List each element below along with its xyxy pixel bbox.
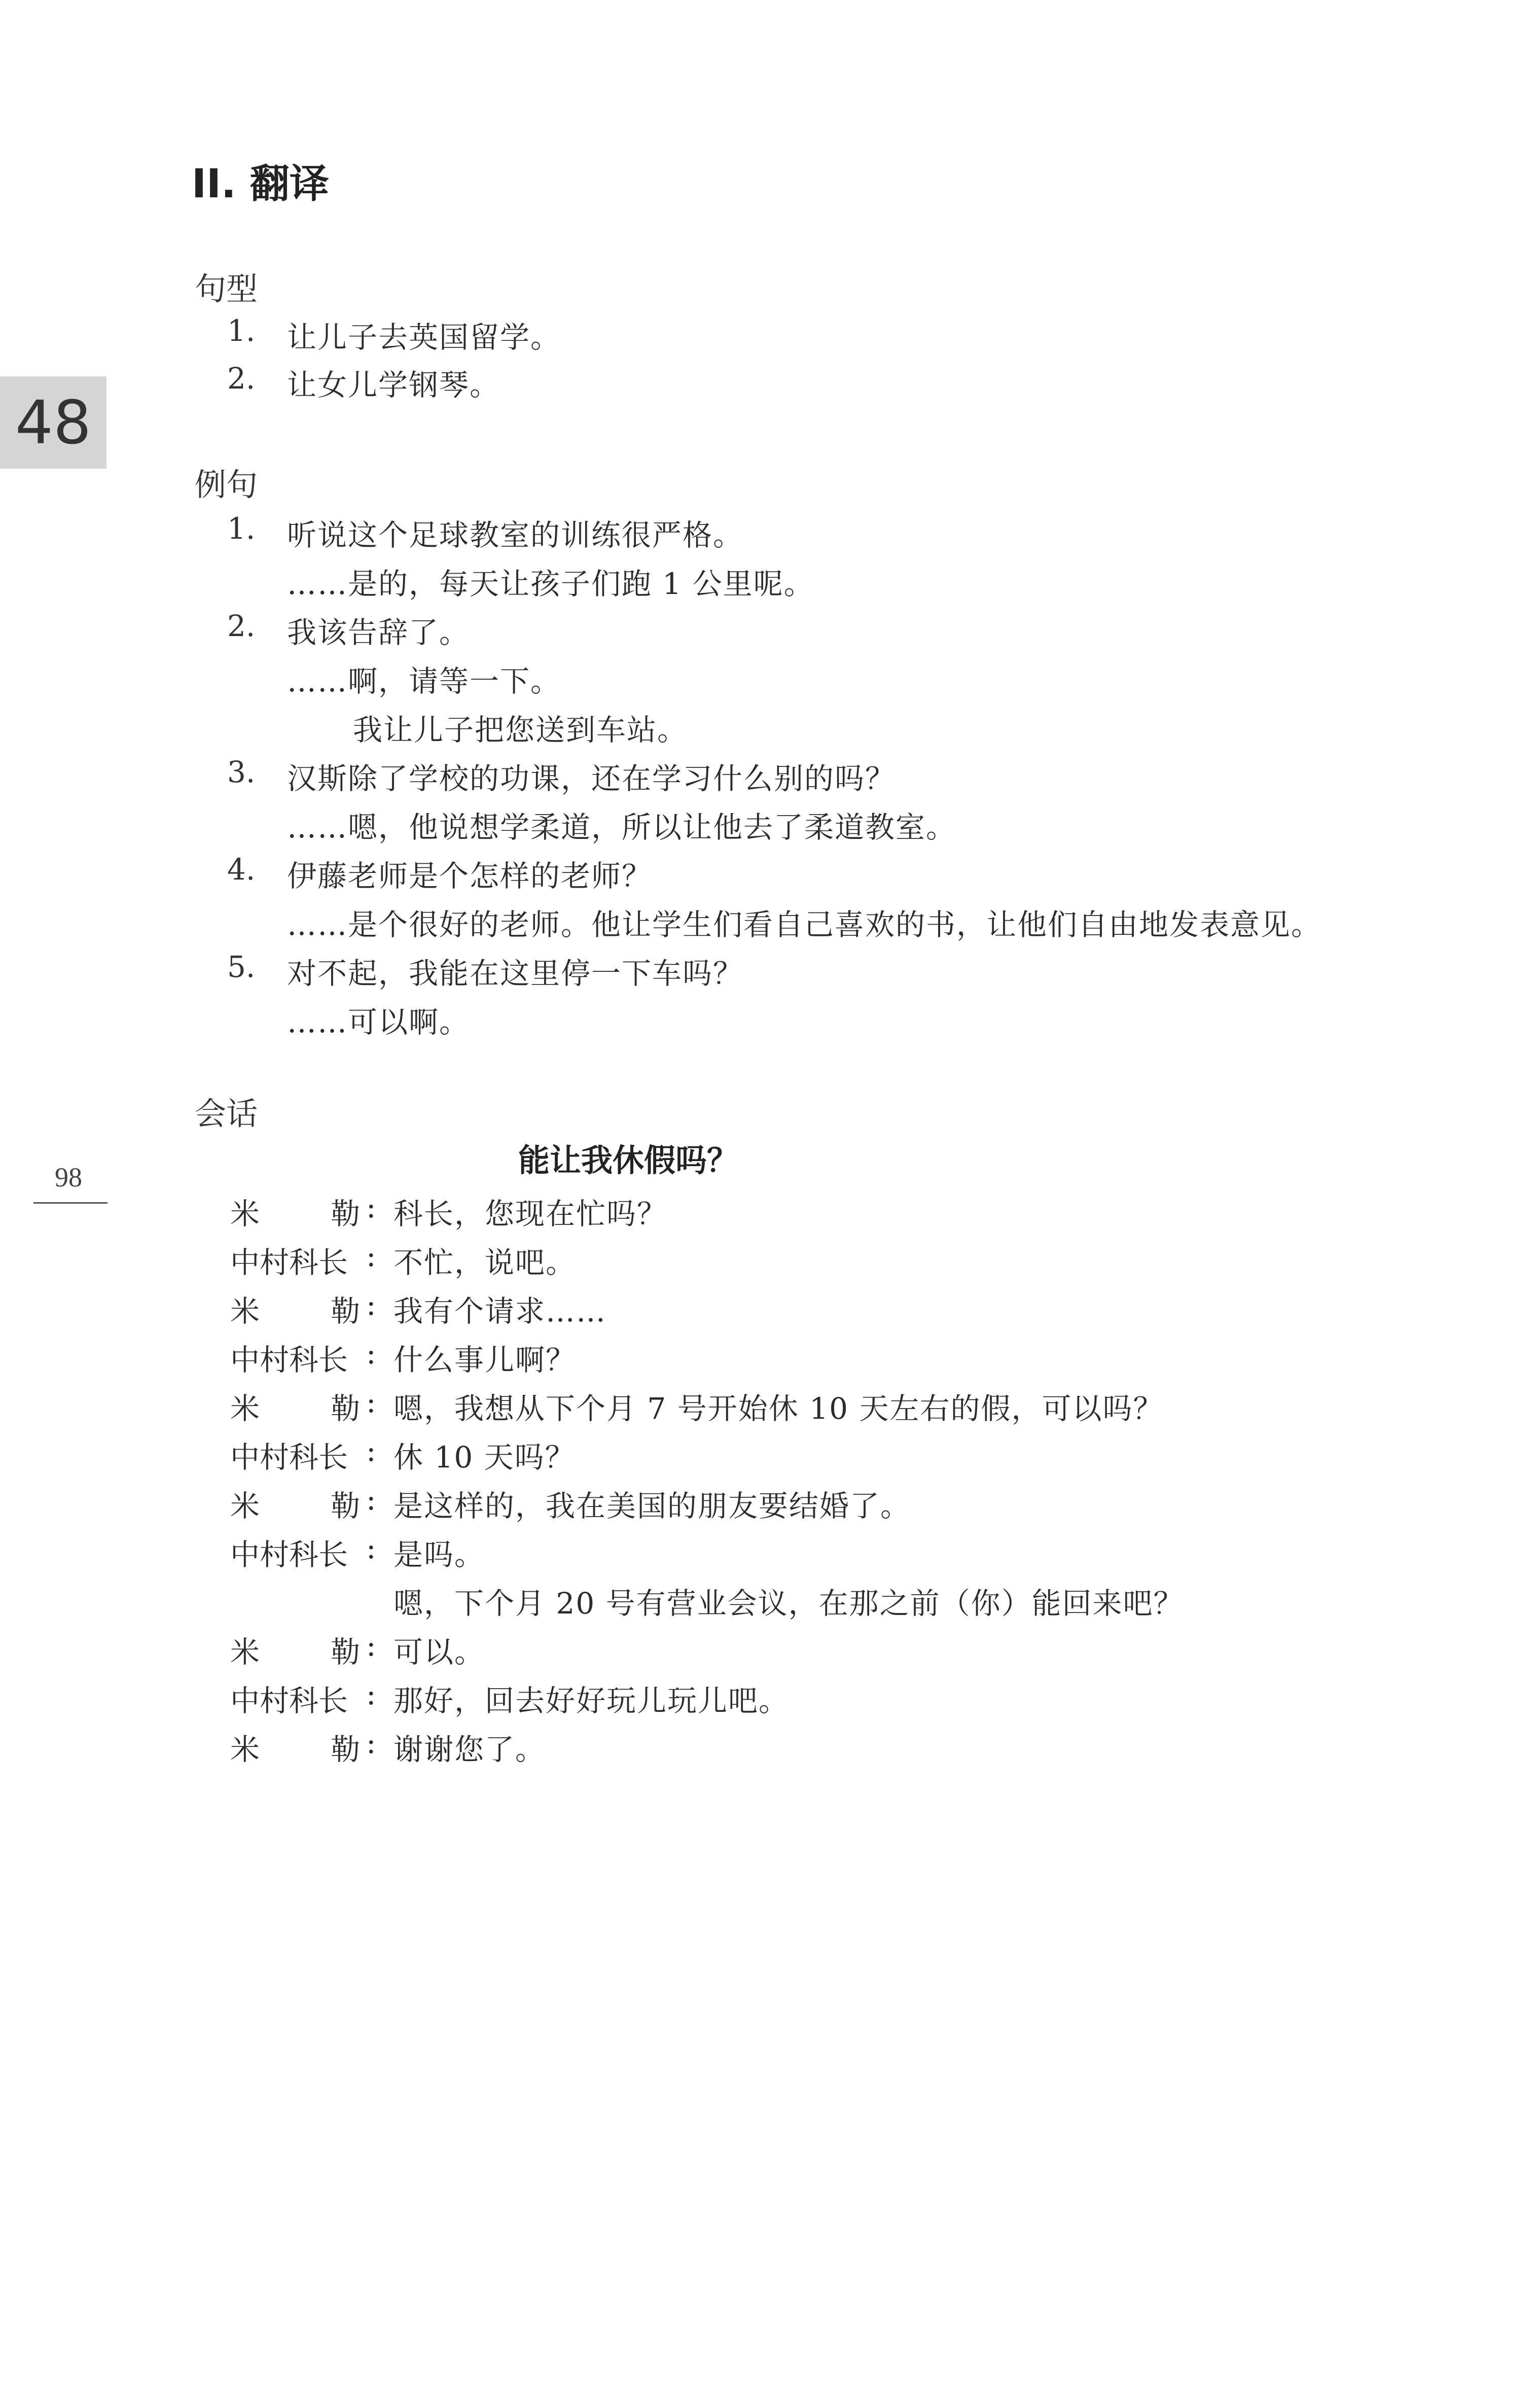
example-answer: ……嗯，他说想学柔道，所以让他去了柔道教室。 — [287, 810, 957, 845]
example-question: 听说这个足球教室的训练很严格。 — [287, 518, 744, 552]
example-number: 5. — [227, 950, 256, 984]
speaker-name-char: 勒 — [330, 1635, 360, 1669]
speaker-name-text: 中村科长 — [230, 1684, 348, 1718]
conversation-label: 会话 — [195, 1095, 258, 1132]
speaker-name — [230, 1531, 360, 1573]
speaker-colon: : — [366, 1336, 376, 1371]
lesson-number-tab — [0, 376, 106, 469]
speaker-name — [230, 1726, 360, 1768]
speaker-name-text: 中村科长 — [230, 1440, 348, 1475]
speaker-colon: : — [366, 1677, 376, 1711]
speaker-name-char: 勒 — [330, 1489, 360, 1523]
example-number: 2. — [227, 609, 256, 643]
speaker-colon: : — [366, 1482, 376, 1517]
example-question: 伊藤老师是个怎样的老师？ — [287, 859, 653, 893]
speaker-name — [230, 1287, 360, 1330]
speaker-name — [230, 1239, 360, 1281]
speaker-name-char: 米 — [230, 1635, 260, 1669]
speaker-name-char: 米 — [230, 1732, 260, 1767]
example-answer: ……啊，请等一下。 — [287, 664, 561, 698]
speaker-name-text: 中村科长 — [230, 1343, 348, 1377]
dialogue-line: 嗯，我想从下个月 7 号开始休 10 天左右的假，可以吗？ — [393, 1391, 1164, 1426]
speaker-name-char: 勒 — [330, 1732, 360, 1767]
example-question: 汉斯除了学校的功课，还在学习什么别的吗？ — [287, 761, 896, 796]
dialogue-line: 什么事儿啊？ — [393, 1343, 577, 1377]
speaker-name-text: 中村科长 — [230, 1537, 348, 1572]
speaker-name — [230, 1336, 360, 1379]
dialogue-line: 那好，回去好好玩儿玩儿吧。 — [393, 1684, 790, 1718]
page-number-rule — [33, 1202, 108, 1204]
examples-label: 例句 — [195, 466, 258, 503]
dialogue-line: 科长，您现在忙吗？ — [393, 1197, 668, 1231]
lesson-number: 48 — [15, 388, 92, 458]
speaker-name-char: 米 — [230, 1294, 260, 1328]
example-question: 对不起，我能在这里停一下车吗？ — [287, 956, 744, 991]
speaker-colon: : — [366, 1287, 376, 1322]
speaker-name — [230, 1628, 360, 1671]
speaker-colon: : — [366, 1385, 376, 1419]
speaker-name-char: 米 — [230, 1489, 260, 1523]
speaker-colon: : — [366, 1726, 376, 1760]
dialogue-line: 是吗。 — [393, 1537, 485, 1572]
pattern-number: 2. — [227, 361, 256, 396]
example-answer: ……是个很好的老师。他让学生们看自己喜欢的书，让他们自由地发表意见。 — [287, 907, 1322, 942]
speaker-colon: : — [366, 1433, 376, 1468]
dialogue-line-continued: 嗯，下个月 20 号有营业会议，在那之前（你）能回来吧？ — [393, 1586, 1184, 1621]
speaker-colon: : — [366, 1239, 376, 1273]
dialogue-line: 不忙，说吧。 — [393, 1245, 577, 1280]
dialogue-line: 谢谢您了。 — [393, 1732, 546, 1767]
pattern-text: 让儿子去英国留学。 — [287, 320, 561, 355]
pattern-number: 1. — [227, 313, 256, 348]
dialogue-line: 我有个请求…… — [393, 1294, 607, 1328]
speaker-name — [230, 1482, 360, 1525]
speaker-name-char: 勒 — [330, 1197, 360, 1231]
speaker-colon: : — [366, 1628, 376, 1663]
page-number: 98 — [55, 1162, 82, 1193]
section-heading: II. 翻译 — [192, 161, 329, 207]
conversation-title: 能让我休假吗？ — [518, 1142, 739, 1179]
speaker-name-char: 米 — [230, 1197, 260, 1231]
example-answer-continued: 我让儿子把您送到车站。 — [353, 713, 688, 747]
speaker-name — [230, 1190, 360, 1233]
patterns-label: 句型 — [195, 270, 258, 307]
speaker-name-char: 勒 — [330, 1391, 360, 1426]
speaker-name-char: 米 — [230, 1391, 260, 1426]
example-question: 我该告辞了。 — [287, 615, 470, 650]
example-number: 1. — [227, 511, 256, 546]
speaker-name-char: 勒 — [330, 1294, 360, 1328]
speaker-name — [230, 1677, 360, 1720]
speaker-name — [230, 1385, 360, 1427]
pattern-text: 让女儿学钢琴。 — [287, 368, 500, 402]
speaker-colon: : — [366, 1190, 376, 1224]
example-answer: ……可以啊。 — [287, 1005, 470, 1039]
speaker-name-text: 中村科长 — [230, 1245, 348, 1280]
example-answer: ……是的，每天让孩子们跑 1 公里呢。 — [287, 567, 814, 601]
dialogue-line: 休 10 天吗？ — [393, 1440, 576, 1475]
example-number: 4. — [227, 852, 256, 887]
example-number: 3. — [227, 755, 256, 789]
speaker-colon: : — [366, 1531, 376, 1565]
dialogue-line: 是这样的，我在美国的朋友要结婚了。 — [393, 1489, 911, 1523]
speaker-name — [230, 1433, 360, 1476]
dialogue-line: 可以。 — [393, 1635, 485, 1669]
